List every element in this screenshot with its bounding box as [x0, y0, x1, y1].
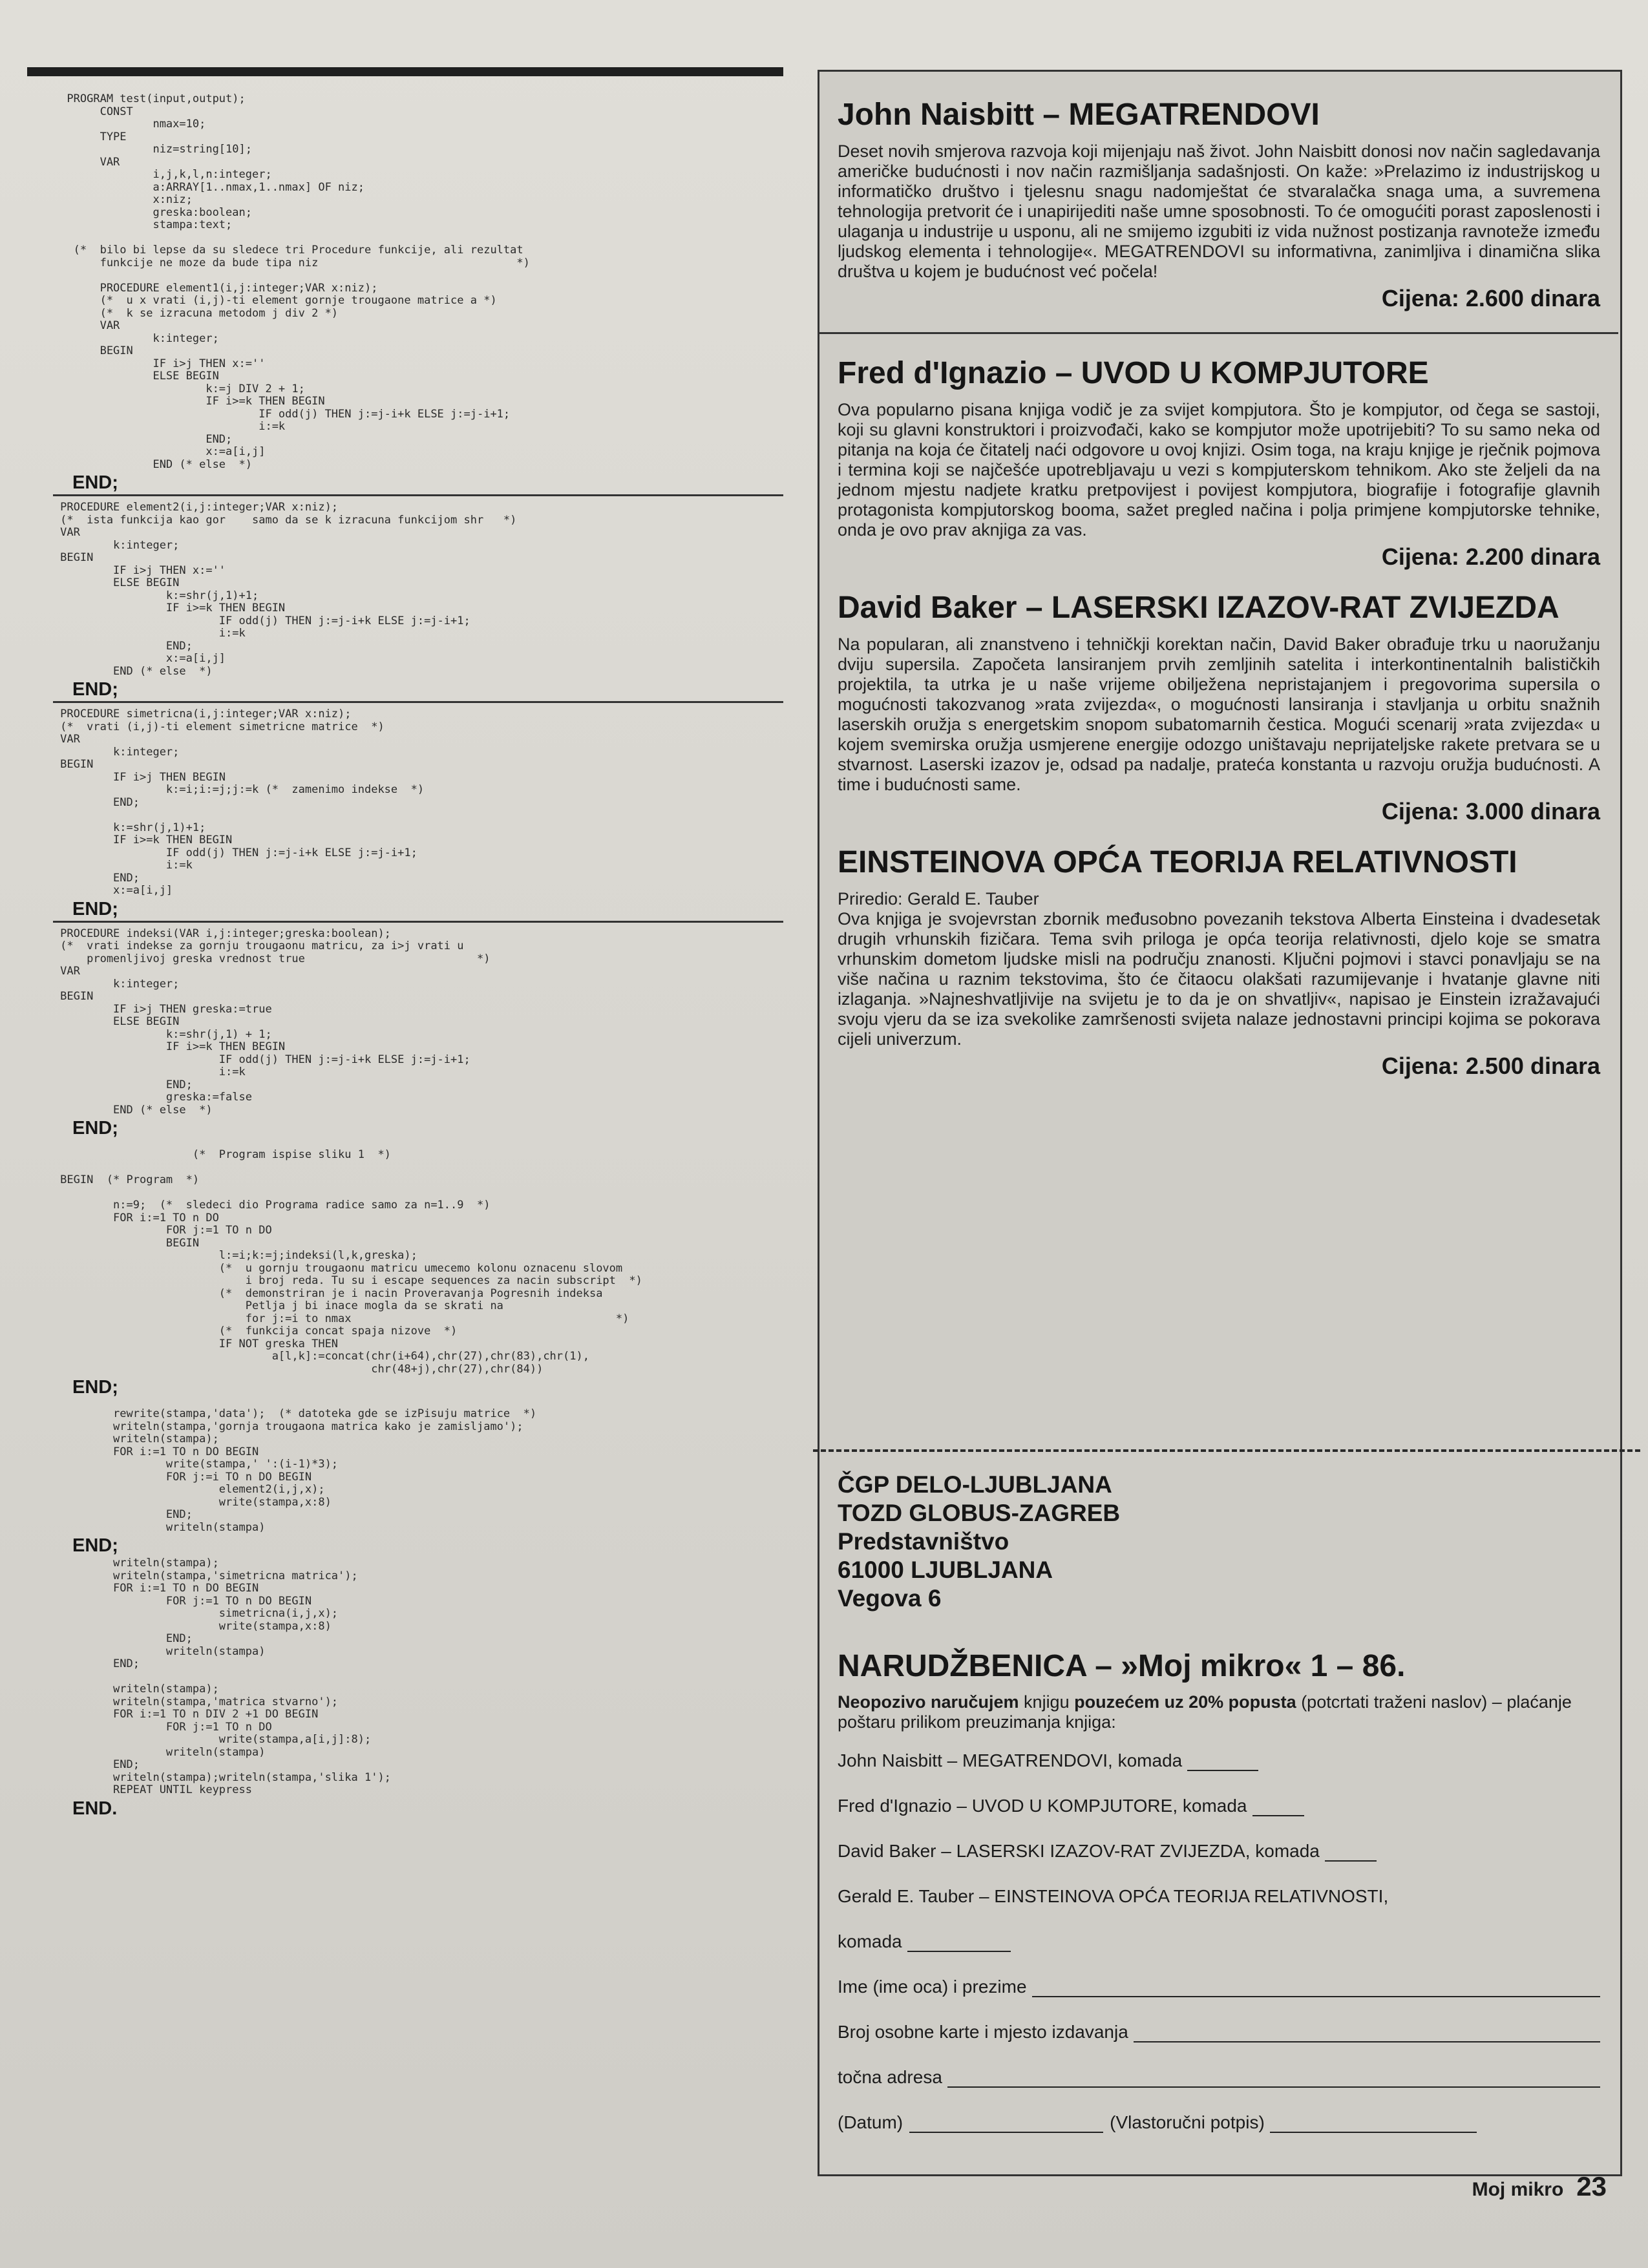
order-line-label: David Baker – LASERSKI IZAZOV-RAT ZVIJEZDA, komada: [838, 1841, 1320, 1861]
end-keyword: END;: [72, 679, 118, 700]
code-section-element2: [27, 501, 783, 703]
top-rule: [27, 67, 783, 76]
code-section-print-upper: [27, 1408, 783, 1557]
book-title: EINSTEINOVA OPĆA TEORIJA RELATIVNOSTI: [838, 845, 1517, 879]
book-description: Ova knjiga je svojevrstan zbornik međusobno povezanih tekstova Alberta Einsteina i dvadesetak drugih vrhunskih fizičara. Tema svih priloga je opća teorija relativnosti, djelo koje se smatra vrhunskim dometom ljudske misli na području znanosti. Ključni pojmovi i stavci ponavljaju se na više načina u raznim tekstovima, što će čitaocu olakšati razumijevanje i hvatanje glavne niti izlaganja. »Najneshvatljivije na svijetu je to da je on shvatljiv«, napisao je Einstein izražavajući svoju vjeru da se iza svekolike zamršenosti svijeta nalaze jednostavni principi kojima se pokorava cijeli univerzum.: [838, 909, 1600, 1049]
book-einsteinova-teorija: [838, 845, 1600, 1080]
code-listing: [27, 93, 783, 1820]
book-description: Na popularan, ali znanstveno i tehničkji korektan način, David Baker obrađuje trku u naoružanju dviju supersila. Započeta lansiranjem prvih zemljinih satelita i interkontinentalnih balističkih projektila, ta utrka je u naše vrijeme obilježena nepristajanjem i pregovorima supersila o mogućnosti takozvanog »rata zvijezda«, o mogućnosti lansiranja i stavljanja u orbitu snažnih laserskih oružja s energetskim snopom subatomarnih čestica. Mogući scenarij »rata zvijezda« u kojem svemirska oružja usmjerene energije odozgo uništavaju neprijateljske rakete pretvara se u stvarnost. Laserski izazov je, odsad pa nadalje, prateća konstanta u razvoju oružja budućnosti. A time i budućnosti same.: [838, 635, 1600, 794]
address-line: [838, 2067, 1600, 2088]
name-label: Ime (ime oca) i prezime: [838, 1977, 1027, 1997]
publisher-line: Predstavništvo: [838, 1528, 1009, 1555]
order-form-title: NARUDŽBENICA – »Moj mikro« 1 – 86.: [838, 1649, 1406, 1683]
code-block: PROCEDURE element2(i,j:integer;VAR x:niz); (* ista funkcija kao gor samo da se k izracuna funkcijom shr *) VAR k:integer; BEGIN IF i>j THEN x:='' ELSE BEGIN k:=shr(j,1)+1; IF i>=k THEN BEGIN IF odd(j) THEN j:=j-i+k ELSE j:=j-i+1; i:=k END; x:=a[i,j] END (* else *): [60, 501, 517, 678]
address-field[interactable]: [947, 2070, 1600, 2088]
code-block: PROCEDURE simetricna(i,j:integer;VAR x:niz); (* vrati (i,j)-ti element simetricne matrice *) VAR k:integer; BEGIN IF i>j THEN BEGIN k:=i;i:=j;j:=k (* zamenimo indekse *) END; k:=shr(j,1)+1; IF i>=k THEN BEGIN IF odd(j) THEN j:=j-i+k ELSE j:=j-i+1; i:=k END; x:=a[i,j]: [60, 708, 425, 897]
book-offer-column: [818, 70, 1622, 2176]
publisher-address: [838, 1471, 1600, 1613]
publisher-line: Vegova 6: [838, 1585, 942, 1612]
order-line-label: Gerald E. Tauber – EINSTEINOVA OPĆA TEORIJA RELATIVNOSTI,: [838, 1886, 1389, 1906]
end-keyword: END;: [72, 898, 118, 919]
page-number: 23: [1576, 2171, 1607, 2201]
id-field[interactable]: [1134, 2024, 1600, 2042]
code-block: writeln(stampa); writeln(stampa,'simetricna matrica'); FOR i:=1 TO n DO BEGIN FOR j:=1 TO n DO BEGIN simetricna(i,j,x); write(stampa,x:8) END; writeln(stampa) END; writeln(stampa); writeln(stampa,'matrica stvarno'); FOR i:=1 TO n DIV 2 +1 DO BEGIN FOR j:=1 TO n DO write(stampa,a[i,j]:8); writeln(stampa) END; writeln(stampa);writeln(stampa,'slika 1'); REPEAT UNTIL keypress: [113, 1557, 391, 1796]
end-keyword: END;: [72, 1377, 118, 1398]
end-keyword: END;: [72, 1118, 118, 1139]
order-line-label: John Naisbitt – MEGATRENDOVI, komada: [838, 1750, 1183, 1770]
book-price: Cijena: 3.000 dinara: [1381, 798, 1600, 824]
order-line-uvod: [838, 1796, 1600, 1816]
page-footer: [1472, 2171, 1607, 2202]
quantity-field[interactable]: [1252, 1798, 1304, 1816]
end-keyword: END;: [72, 1535, 118, 1556]
code-section-indeksi: [27, 928, 783, 1150]
order-intro-text: knjigu: [1019, 1692, 1075, 1712]
book-editor: Priredio: Gerald E. Tauber: [838, 889, 1039, 908]
cut-line: [813, 1449, 1640, 1452]
publisher-line: TOZD GLOBUS-ZAGREB: [838, 1500, 1121, 1526]
magazine-name: Moj mikro: [1472, 2179, 1564, 2200]
book-price: Cijena: 2.600 dinara: [1381, 285, 1600, 311]
name-line: [838, 1977, 1600, 1997]
quantity-field[interactable]: [907, 1934, 1011, 1952]
book-title: Fred d'Ignazio – UVOD U KOMPJUTORE: [838, 356, 1429, 390]
quantity-field[interactable]: [1187, 1753, 1258, 1771]
section-rule: [53, 701, 783, 703]
signature-label: (Vlastoručni potpis): [1110, 2112, 1265, 2132]
code-section-main: [27, 1149, 783, 1408]
book-price: Cijena: 2.200 dinara: [1381, 543, 1600, 570]
order-intro-bold: pouzećem uz 20% popusta: [1074, 1692, 1296, 1712]
order-line-megatrendovi: [838, 1750, 1600, 1771]
order-intro-bold: Neopozivo naručujem: [838, 1692, 1019, 1712]
order-line-label: komada: [838, 1931, 902, 1951]
book-megatrendovi: [838, 98, 1600, 313]
name-field[interactable]: [1032, 1979, 1600, 1997]
book-description: Deset novih smjerova razvoja koji mijenjaju naš život. John Naisbitt donosi nov način sagledavanja američke budućnosti i nov način razmišljanja sadašnjosti. On kaže: »Prelazimo iz industrijskog u informatičko društvo i tjelesnu snagu nadomještat će stvaralačka snaga uma, a suvremena tehnologija pretvorit će i unapirijediti naše umne sposobnosti. To će omogućiti porast zaposlenosti i ulaganja u industrije u usponu, ali ne smijemo izgubiti iz vida nužnost postizanja ravnoteže između ljudskog elementa i tehnologije«. MEGATRENDOVI su informativna, zanimljiva i dinamična slika društva u kojem je budućnost već počela!: [838, 142, 1600, 281]
signature-field[interactable]: [1270, 2115, 1477, 2133]
address-label: točna adresa: [838, 2067, 942, 2087]
code-listing-column: [27, 67, 783, 2167]
order-line-einstein-quantity: [838, 1931, 1600, 1952]
id-line: [838, 2022, 1600, 2042]
book-title: John Naisbitt – MEGATRENDOVI: [838, 98, 1320, 132]
quantity-field[interactable]: [1325, 1843, 1377, 1862]
code-block: PROCEDURE indeksi(VAR i,j:integer;greska:boolean); (* vrati indekse za gornju trougaonu matricu, za i>j vrati u promenljivoj greska vrednost true *) VAR k:integer; BEGIN IF i>j THEN greska:=true ELSE BEGIN k:=shr(j,1) + 1; IF i>=k THEN BEGIN IF odd(j) THEN j:=j-i+k ELSE j:=j-i+1; i:=k END; greska:=false END (* else *): [60, 927, 491, 1117]
order-line-einstein: [838, 1886, 1600, 1907]
code-section-simetricna: [27, 708, 783, 923]
end-keyword: END.: [72, 1798, 118, 1819]
date-label: (Datum): [838, 2112, 903, 2132]
book-list: [838, 98, 1600, 1100]
code-block: rewrite(stampa,'data'); (* datoteka gde se izPisuju matrice *) writeln(stampa,'gornja trougaona matrica kako je zamisljamo'); writeln(stampa); FOR i:=1 TO n DO BEGIN write(stampa,' ':(i-1)*3); FOR j:=i TO n DO BEGIN element2(i,j,x); write(stampa,x:8) END; writeln(stampa): [113, 1407, 537, 1534]
book-offer-box: [818, 70, 1622, 2176]
order-line-label: Fred d'Ignazio – UVOD U KOMPJUTORE, komada: [838, 1796, 1247, 1816]
book-price: Cijena: 2.500 dinara: [1381, 1053, 1600, 1079]
order-line-laserski: [838, 1841, 1600, 1862]
id-label: Broj osobne karte i mjesto izdavanja: [838, 2022, 1128, 2042]
book-title: David Baker – LASERSKI IZAZOV-RAT ZVIJEZDA: [838, 591, 1559, 625]
publisher-line: 61000 LJUBLJANA: [838, 1557, 1053, 1583]
section-rule: [53, 494, 783, 496]
end-keyword: END;: [72, 472, 118, 493]
order-intro: [838, 1692, 1600, 1732]
code-block: (* Program ispise sliku 1 *) BEGIN (* Program *) n:=9; (* sledeci dio Programa radice samo za n=1..9 *) FOR i:=1 TO n DO FOR j:=1 TO n DO BEGIN l:=i;k:=j;indeksi(l,k,greska); (* u gornju trougaonu matricu umecemo kolonu oznacenu slovom i broj reda. Tu su i escape sequences za nacin subscript *) (* demonstriran je i nacin Proveravanja Pogresnih indeksa Petlja j bi inace mogla da se skrati na for j:=i to nmax *) (* funkcija concat spaja nizove *) IF NOT greska THEN a[l,k]:=concat(chr(i+64),chr(27),chr(83),chr(1), chr(48+j),chr(27),chr(84)): [60, 1148, 642, 1376]
publisher-line: ČGP DELO-LJUBLJANA: [838, 1471, 1112, 1498]
order-intro-text: (potcrtati traženi naslov) – plaćanje poštaru prilikom preuzimanja knjiga:: [838, 1692, 1572, 1732]
code-block: PROGRAM test(input,output); CONST nmax=10; TYPE niz=string[10]; VAR i,j,k,l,n:integer; a:ARRAY[1..nmax,1..nmax] OF niz; x:niz; greska:boolean; stampa:text; (* bilo bi lepse da su sledece tri Procedure funkcije, ali rezultat funkcije ne moze da bude tipa niz *) PROCEDURE element1(i,j:integer;VAR x:niz); (* u x vrati (i,j)-ti element gornje trougaone matrice a *) (* k se izracuna metodom j div 2 *) VAR k:integer; BEGIN IF i>j THEN x:='' ELSE BEGIN k:=j DIV 2 + 1; IF i>=k THEN BEGIN IF odd(j) THEN j:=j-i+k ELSE j:=j-i+1; i:=k END; x:=a[i,j] END (* else *): [67, 92, 530, 471]
section-divider: [819, 332, 1618, 334]
book-uvod-u-kompjutore: [838, 356, 1600, 571]
code-section-print-rest: [27, 1557, 783, 1820]
order-form: [838, 1648, 1600, 2158]
date-signature-line: [838, 2112, 1600, 2133]
book-description: Ova popularno pisana knjiga vodič je za svijet kompjutora. Što je kompjutor, od čega se sastoji, koji su glavni konstruktori i proizvođači, kako se kompjutor može upotrijebiti? To su samo neka od pitanja na koja će čitatelj naći odgovore u ovoj knjizi. Osim toga, na kraju knjige je rječnik pojmova i termina koji se najčešće upotrebljavaju u vezi s kompjuterskom tehnikom. Ako ste željeli da na jednom mjestu nadjete kratku pretpovijest i povijest kompjutora, biografije i fotografije glavnih protagonista kompjutorskog booma, sažet pregled načina i polja primjene kompjutorske tehnike, onda je ovo prav aknjiga za vas.: [838, 400, 1600, 540]
section-rule: [53, 921, 783, 923]
code-section-element1: [27, 93, 783, 496]
book-laserski-izazov: [838, 591, 1600, 826]
date-field[interactable]: [909, 2115, 1103, 2133]
